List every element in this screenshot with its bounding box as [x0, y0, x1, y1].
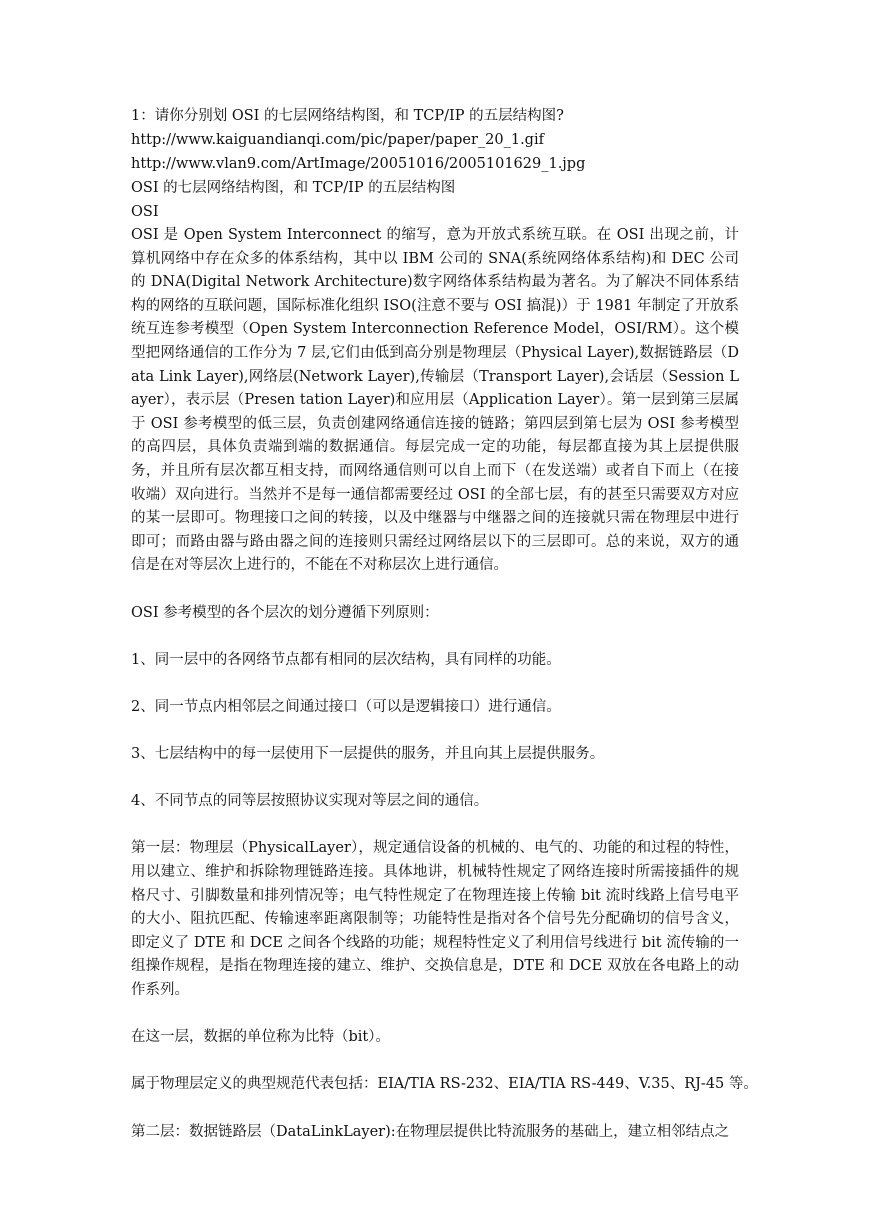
- spacer: [131, 1050, 739, 1074]
- principle-item: 2、同一节点内相邻层之间通过接口（可以是逻辑接口）进行通信。: [131, 698, 561, 715]
- principle-item: 3、七层结构中的每一层使用下一层提供的服务，并且向其上层提供服务。: [131, 746, 605, 763]
- principle-item: 4、不同节点的同等层按照协议实现对等层之间的通信。: [131, 793, 489, 810]
- intro-paragraph: OSI 是 Open System Interconnect 的缩写，意为开放式系统互联。在 OSI 出现之前，计算机网络中存在众多的体系结构，其中以 IBM 公司的 SNA(系统网络体系结构)和 DEC 公司的 DNA(Digital Network Architecture)数字网络体系结构最为著名。为了解决不同体系结构的网络的互联问题，国际标准化组织 ISO(注意不要与 OSI 搞混)）于 1981 年制定了开放系统互连参考模型（Open System Interconnection Reference Model，OSI/RM）。这个模型把网络通信的工作分为 7 层,它们由低到高分别是物理层（Physical Layer),数据链路层（Data Link Layer),网络层(Network Layer),传输层（Transport Layer),会话层（Session Layer），表示层（Presen tation Layer)和应用层（Application Layer）。第一层到第三层属于 OSI 参考模型的低三层，负责创建网络通信连接的链路；第四层到第七层为 OSI 参考模型的高四层，具体负责端到端的数据通信。每层完成一定的功能，每层都直接为其上层提供服务，并且所有层次都互相支持，而网络通信则可以自上而下（在发送端）或者自下而上（在接收端）双向进行。当然并不是每一通信都需要经过 OSI 的全部七层，有的甚至只需要双方对应的某一层即可。物理接口之间的转接，以及中继器与中继器之间的连接就只需在物理层中进行即可；而路由器与路由器之间的连接则只需经过网络层以下的三层即可。总的来说，双方的通信是在对等层次上进行的，不能在不对称层次上进行通信。: [131, 227, 739, 574]
- layer1-specs: 属于物理层定义的典型规范代表包括：EIA/TIA RS-232、EIA/TIA RS-449、V.35、RJ-45 等。: [131, 1076, 758, 1093]
- principle-item: 1、同一层中的各网络节点都有相同的层次结构，具有同样的功能。: [131, 651, 561, 668]
- spacer: [131, 814, 739, 838]
- principles-intro: OSI 参考模型的各个层次的划分遵循下列原则：: [131, 604, 439, 621]
- subtitle: OSI 的七层网络结构图，和 TCP/IP 的五层结构图: [131, 180, 456, 196]
- image-link-2[interactable]: http://www.vlan9.com/ArtImage/20051016/2005101629_1.jpg: [131, 156, 586, 172]
- layer1-paragraph: 第一层：物理层（PhysicalLayer），规定通信设备的机械的、电气的、功能的和过程的特性，用以建立、维护和拆除物理链路连接。具体地讲，机械特性规定了网络连接时所需接插件的规格尺寸、引脚数量和排列情况等；电气特性规定了在物理连接上传输 bit 流时线路上信号电平的大小、阻抗匹配、传输速率距离限制等；功能特性是指对各个信号先分配确切的信号含义，即定义了 DTE 和 DCE 之间各个线路的功能；规程特性定义了利用信号线进行 bit 流传输的一组操作规程，是指在物理连接的建立、维护、交换信息是，DTE 和 DCE 双放在各电路上的动作系列。: [131, 840, 739, 998]
- section-heading: OSI: [131, 204, 159, 220]
- layer2-paragraph: 第二层：数据链路层（DataLinkLayer):在物理层提供比特流服务的基础上，建立相邻结点之: [131, 1123, 730, 1140]
- spacer: [131, 625, 739, 649]
- image-link-1[interactable]: http://www.kaiguandianqi.com/pic/paper/paper_20_1.gif: [131, 132, 544, 148]
- question-line: 1：请你分别划 OSI 的七层网络结构图，和 TCP/IP 的五层结构图?: [131, 108, 564, 124]
- layer1-unit: 在这一层，数据的单位称为比特（bit）。: [131, 1029, 390, 1046]
- spacer: [131, 578, 739, 602]
- document-page: [131, 104, 758, 1144]
- spacer: [131, 719, 739, 743]
- spacer: [131, 672, 739, 696]
- spacer: [131, 767, 739, 791]
- spacer: [131, 1003, 739, 1027]
- spacer: [131, 1097, 739, 1121]
